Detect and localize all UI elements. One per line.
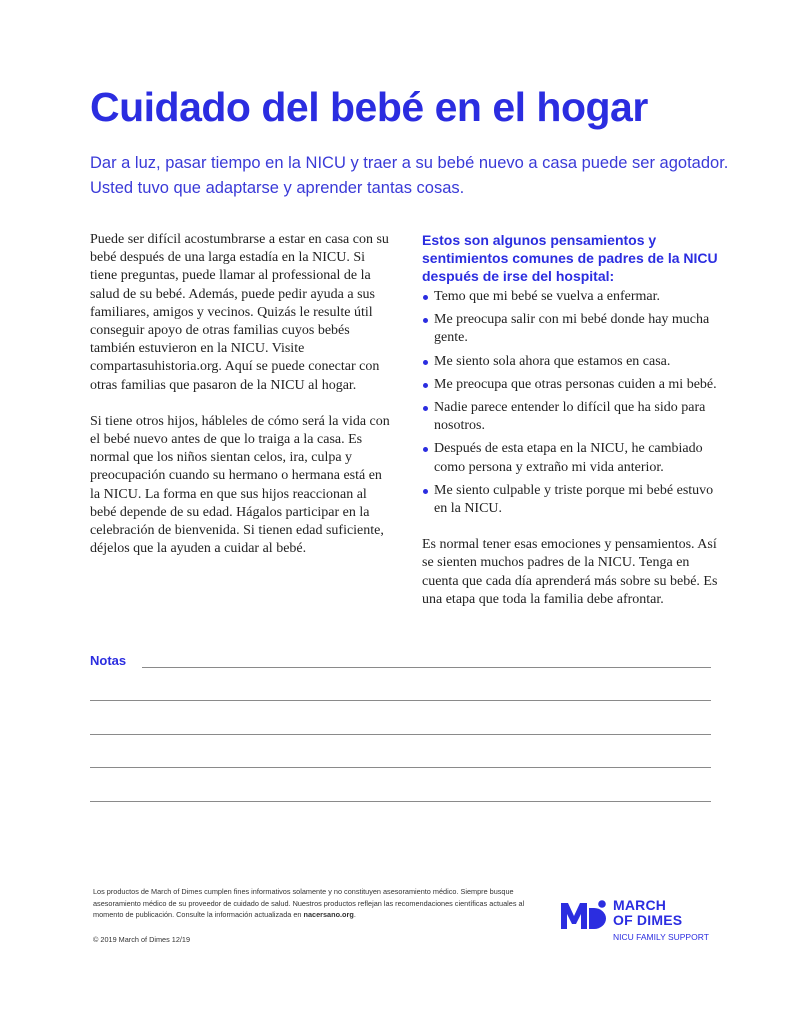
bullet-icon <box>423 489 428 494</box>
notes-line[interactable] <box>90 801 711 802</box>
notes-label: Notas <box>90 653 127 668</box>
bullet-icon <box>423 383 428 388</box>
feelings-heading: Estos son algunos pensamientos y sentimientos comunes de padres de la NICU después de irse del hospital: <box>422 232 718 284</box>
list-item <box>422 353 722 371</box>
closing-paragraph: Es normal tener esas emociones y pensamientos. Así se sienten muchos padres de la NICU. Tenga en cuenta que cada día aprenderá más sobre su bebé. Es una etapa que toda la familia debe afrontar. <box>422 537 718 607</box>
list-item <box>422 440 722 476</box>
feelings-list <box>422 288 722 518</box>
left-paragraph-2: Si tiene otros hijos, hábleles de cómo será la vida con el bebé nuevo antes de que lo traiga a la casa. Es normal que los niños sientan celos, ira, culpa y preocupación cuando su hermano o hermana está en la NICU. La forma en que sus hijos reaccionan al bebé depende de su edad. Hágalos participar en la celebración de bienvenida. Si tienen edad suficiente, déjelos que la ayuden a cuidar al bebé. <box>90 413 390 557</box>
list-item-text: Nadie parece entender lo difícil que ha sido para nosotros. <box>434 400 706 434</box>
list-item-text: Después de esta etapa en la NICU, he cambiado como persona y extraño mi vida anterior. <box>434 441 703 475</box>
page-title: Cuidado del bebé en el hogar <box>90 84 648 130</box>
logo-line-2: OF DIMES <box>613 912 683 928</box>
bullet-icon <box>423 406 428 411</box>
list-item <box>422 288 722 306</box>
list-item <box>422 376 722 394</box>
bullet-icon <box>423 318 428 323</box>
list-item-text: Me siento sola ahora que estamos en casa. <box>434 353 671 369</box>
list-item <box>422 311 722 347</box>
list-item-text: Me preocupa salir con mi bebé donde hay mucha gente. <box>434 312 710 346</box>
bullet-icon <box>423 360 428 365</box>
march-of-dimes-logo <box>560 898 720 948</box>
list-item-text: Me preocupa que otras personas cuiden a mi bebé. <box>434 376 717 392</box>
left-paragraph-1: Puede ser difícil acostumbrarse a estar en casa con su bebé después de una larga estadía en la NICU. Si tiene preguntas, puede llamar al professional de la salud de su bebé. Además, puede pedir ayuda a sus familiares, amigos y vecinos. Quizás le resulte útil conseguir apoyo de otras familias cuyos bebés también estuvieron en la NICU. Visite compartasuhistoria.org. Aquí se puede conectar con otras familias que pasaron de la NICU al hogar. <box>90 232 389 393</box>
logo-line-1: MARCH <box>613 897 667 913</box>
intro-text: Dar a luz, pasar tiempo en la NICU y traer a su bebé nuevo a casa puede ser agotador. Usted tuvo que adaptarse y aprender tantas cosas. <box>90 154 729 197</box>
logo-wordmark <box>613 898 682 928</box>
notes-line[interactable] <box>90 767 711 768</box>
list-item-text: Temo que mi bebé se vuelva a enfermar. <box>434 289 661 304</box>
notes-line[interactable] <box>90 734 711 735</box>
notes-line[interactable] <box>142 667 711 668</box>
disclaimer-text: Los productos de March of Dimes cumplen fines informativos solamente y no constituyen asesoramiento médico. Siempre busque asesoramiento médico de su proveedor de cuidado de salud. Nuestros productos reflejan las recomendaciones científicas actuales al momento de publicación. Consulte la información actualizada en <box>93 887 525 919</box>
left-column <box>90 231 390 576</box>
march-of-dimes-logo-icon <box>560 900 608 930</box>
notes-line[interactable] <box>90 700 711 701</box>
right-column <box>422 231 722 609</box>
list-item-text: Me siento culpable y triste porque mi bebé estuvo en la NICU. <box>434 482 714 517</box>
disclaimer <box>93 886 533 921</box>
logo-subtitle: NICU FAMILY SUPPORT <box>613 932 709 942</box>
website-link[interactable]: nacersano.org <box>303 910 354 919</box>
disclaimer-suffix: . <box>353 910 356 919</box>
list-item <box>422 482 722 518</box>
list-item <box>422 399 722 435</box>
copyright: © 2019 March of Dimes 12/19 <box>93 935 191 944</box>
bullet-icon <box>423 295 428 300</box>
bullet-icon <box>423 447 428 452</box>
